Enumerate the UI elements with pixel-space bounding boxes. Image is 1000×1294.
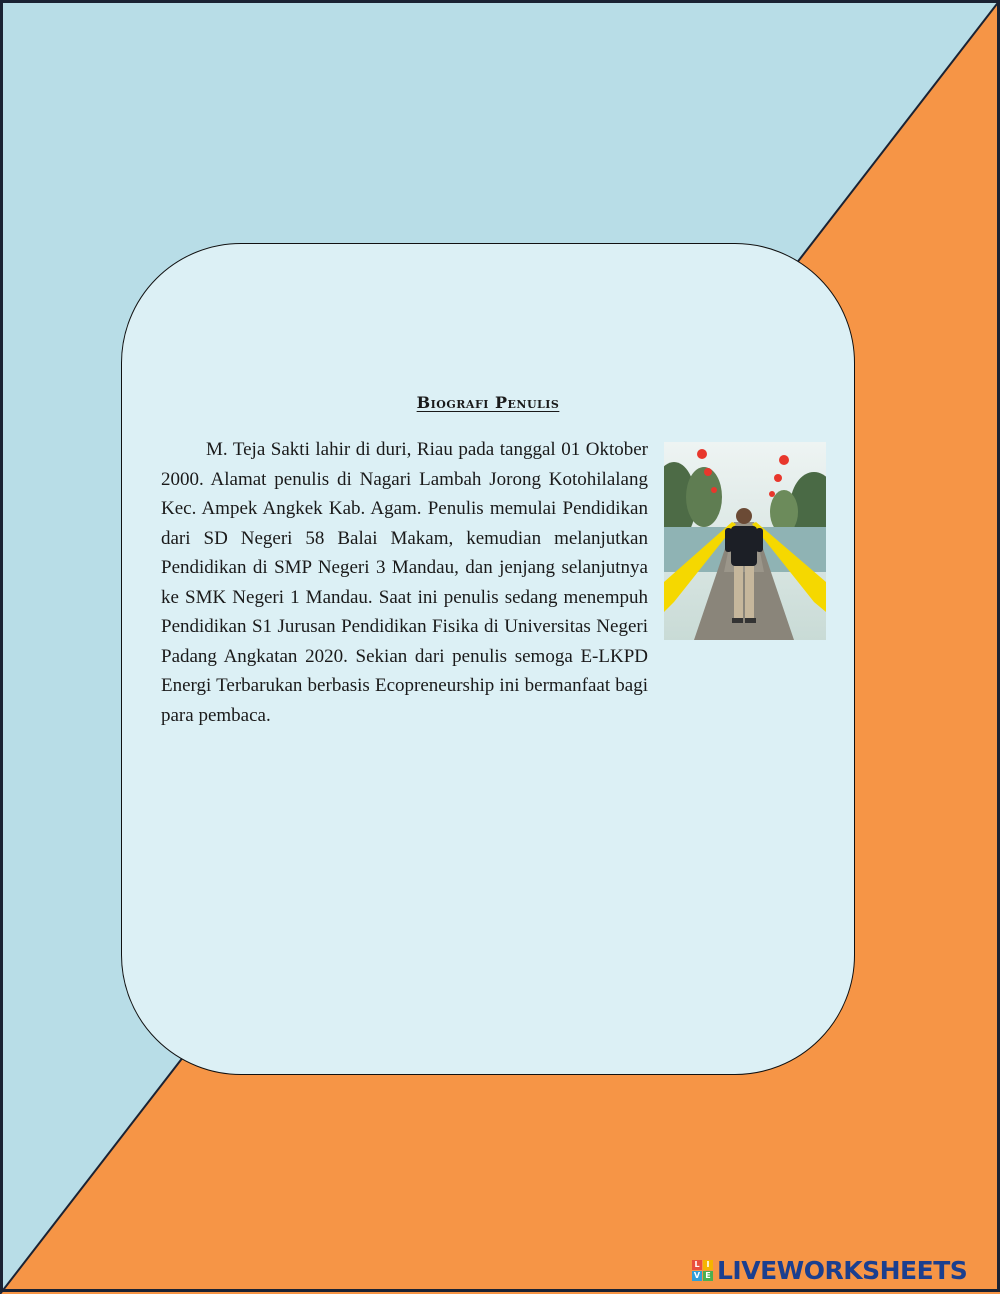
biography-text: M. Teja Sakti lahir di duri, Riau pada tanggal 01 Oktober 2000. Alamat penulis di Nagari Lambah Jorong Kotohilalang Kec. Ampek Angkek Kab. Agam. Penulis memulai Pendidikan dari SD Negeri 58 Balai Makam, kemudian melanjutkan Pendidikan di SMP Negeri 3 Mandau, dan jenjang selanjutnya ke SMK Negeri 1 Mandau. Saat ini penulis sedang menempuh Pendidikan S1 Jurusan Pendidikan Fisika di Universitas Negeri Padang Angkatan 2020. Sekian dari penulis semoga E-LKPD Energi Terbarukan berbasis Ecopreneurship ini bermanfaat bagi para pembaca. <box>161 439 648 726</box>
page-title: Biografi Penulis <box>416 393 560 412</box>
logo-text: LIVEWORKSHEETS <box>717 1255 968 1285</box>
author-photo <box>664 442 826 640</box>
liveworksheets-logo <box>692 1255 967 1285</box>
logo-icon: L I V E <box>692 1260 713 1281</box>
